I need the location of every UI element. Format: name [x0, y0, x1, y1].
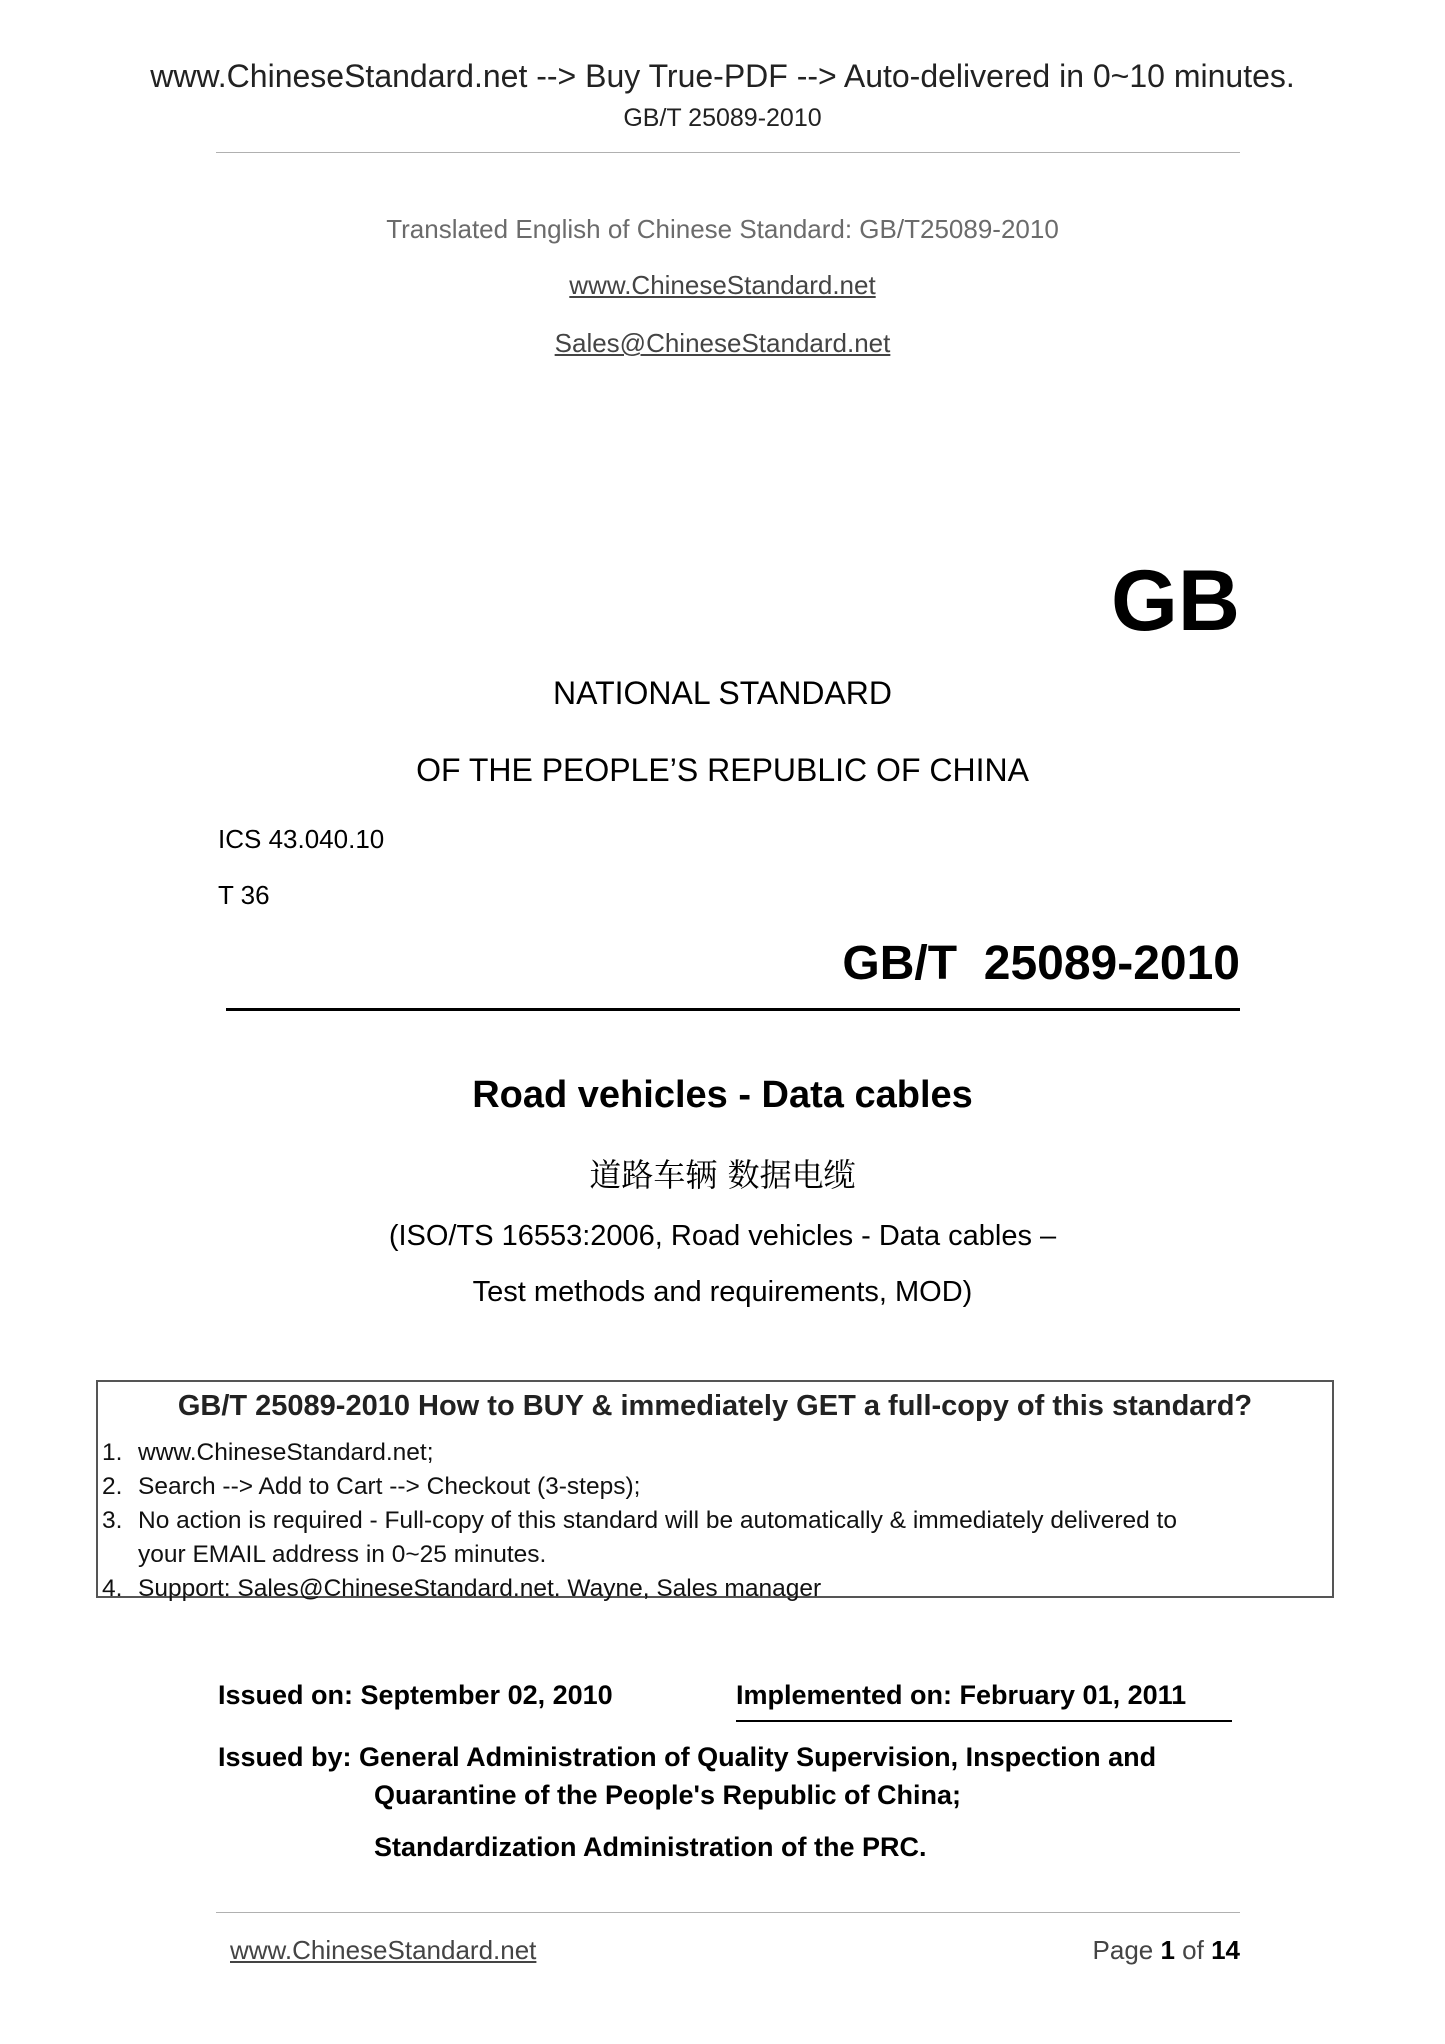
step-number: 3. [102, 1507, 123, 1534]
step-text: Search --> Add to Cart --> Checkout (3-steps); [138, 1473, 641, 1500]
issued-by-line-1: Issued by: General Administration of Quality Supervision, Inspection and [218, 1742, 1157, 1772]
header-divider [216, 152, 1240, 153]
header-standard-code: GB/T 25089-2010 [623, 104, 822, 132]
page-total: 14 [1211, 1935, 1240, 1965]
ics-code: ICS 43.040.10 [218, 824, 385, 854]
title-chinese: 道路车辆 数据电缆 [589, 1156, 856, 1194]
iso-reference-line-2: Test methods and requirements, MOD) [472, 1276, 973, 1308]
header-banner: www.ChineseStandard.net --> Buy True-PDF --> Auto-delivered in 0~10 minutes. [150, 58, 1295, 94]
standard-number: GB/T 25089-2010 [842, 937, 1240, 990]
classification-code: T 36 [218, 880, 270, 910]
national-standard-heading: NATIONAL STANDARD [553, 675, 892, 711]
issued-by-line-3: Standardization Administration of the PRC. [374, 1832, 927, 1862]
republic-heading: OF THE PEOPLE’S REPUBLIC OF CHINA [416, 752, 1029, 788]
sales-email-link[interactable]: Sales@ChineseStandard.net [554, 328, 891, 358]
translated-notice: Translated English of Chinese Standard: GB/T25089-2010 [386, 214, 1059, 244]
page-of: of [1174, 1935, 1212, 1965]
implemented-underline [736, 1720, 1232, 1722]
page-indicator [900, 1935, 1240, 1966]
step-text[interactable]: www.ChineseStandard.net; [138, 1439, 434, 1466]
step-number: 4. [102, 1575, 123, 1602]
step-text-continued: your EMAIL address in 0~25 minutes. [138, 1541, 547, 1568]
step-number: 1. [102, 1439, 123, 1466]
site-link-wrap [0, 270, 1445, 301]
list-item [102, 1436, 1177, 1470]
title-english: Road vehicles - Data cables [472, 1074, 973, 1116]
standard-number-rule [226, 1008, 1240, 1011]
buy-instructions-box [96, 1380, 1334, 1602]
buy-box-title: GB/T 25089-2010 How to BUY & immediately GET a full-copy of this standard? [177, 1390, 1253, 1422]
footer-divider [216, 1912, 1240, 1913]
issued-on-date: Issued on: September 02, 2010 [218, 1680, 613, 1710]
list-item [102, 1504, 1177, 1538]
iso-reference-line-1: (ISO/TS 16553:2006, Road vehicles - Data cables – [388, 1220, 1057, 1252]
list-item [102, 1572, 1177, 1606]
step-text: Support: Sales@ChineseStandard.net. Wayne, Sales manager [138, 1575, 822, 1602]
sales-email-wrap [0, 328, 1445, 359]
implemented-on-date: Implemented on: February 01, 2011 [736, 1680, 1187, 1710]
page-number: 1 [1160, 1935, 1175, 1965]
issue-dates-row [218, 1680, 1234, 1730]
list-item-continuation [102, 1538, 1177, 1572]
page-prefix: Page [1092, 1935, 1161, 1965]
site-link[interactable]: www.ChineseStandard.net [569, 270, 876, 300]
footer-site-link[interactable]: www.ChineseStandard.net [230, 1935, 537, 1965]
step-text: No action is required - Full-copy of this standard will be automatically & immediately delivered to [138, 1507, 1177, 1534]
list-item [102, 1470, 1177, 1504]
issued-by-line-2: Quarantine of the People's Republic of China; [374, 1780, 961, 1810]
gb-mark: GB [1111, 553, 1240, 649]
buy-steps-list [102, 1436, 1177, 1606]
step-number: 2. [102, 1473, 123, 1500]
